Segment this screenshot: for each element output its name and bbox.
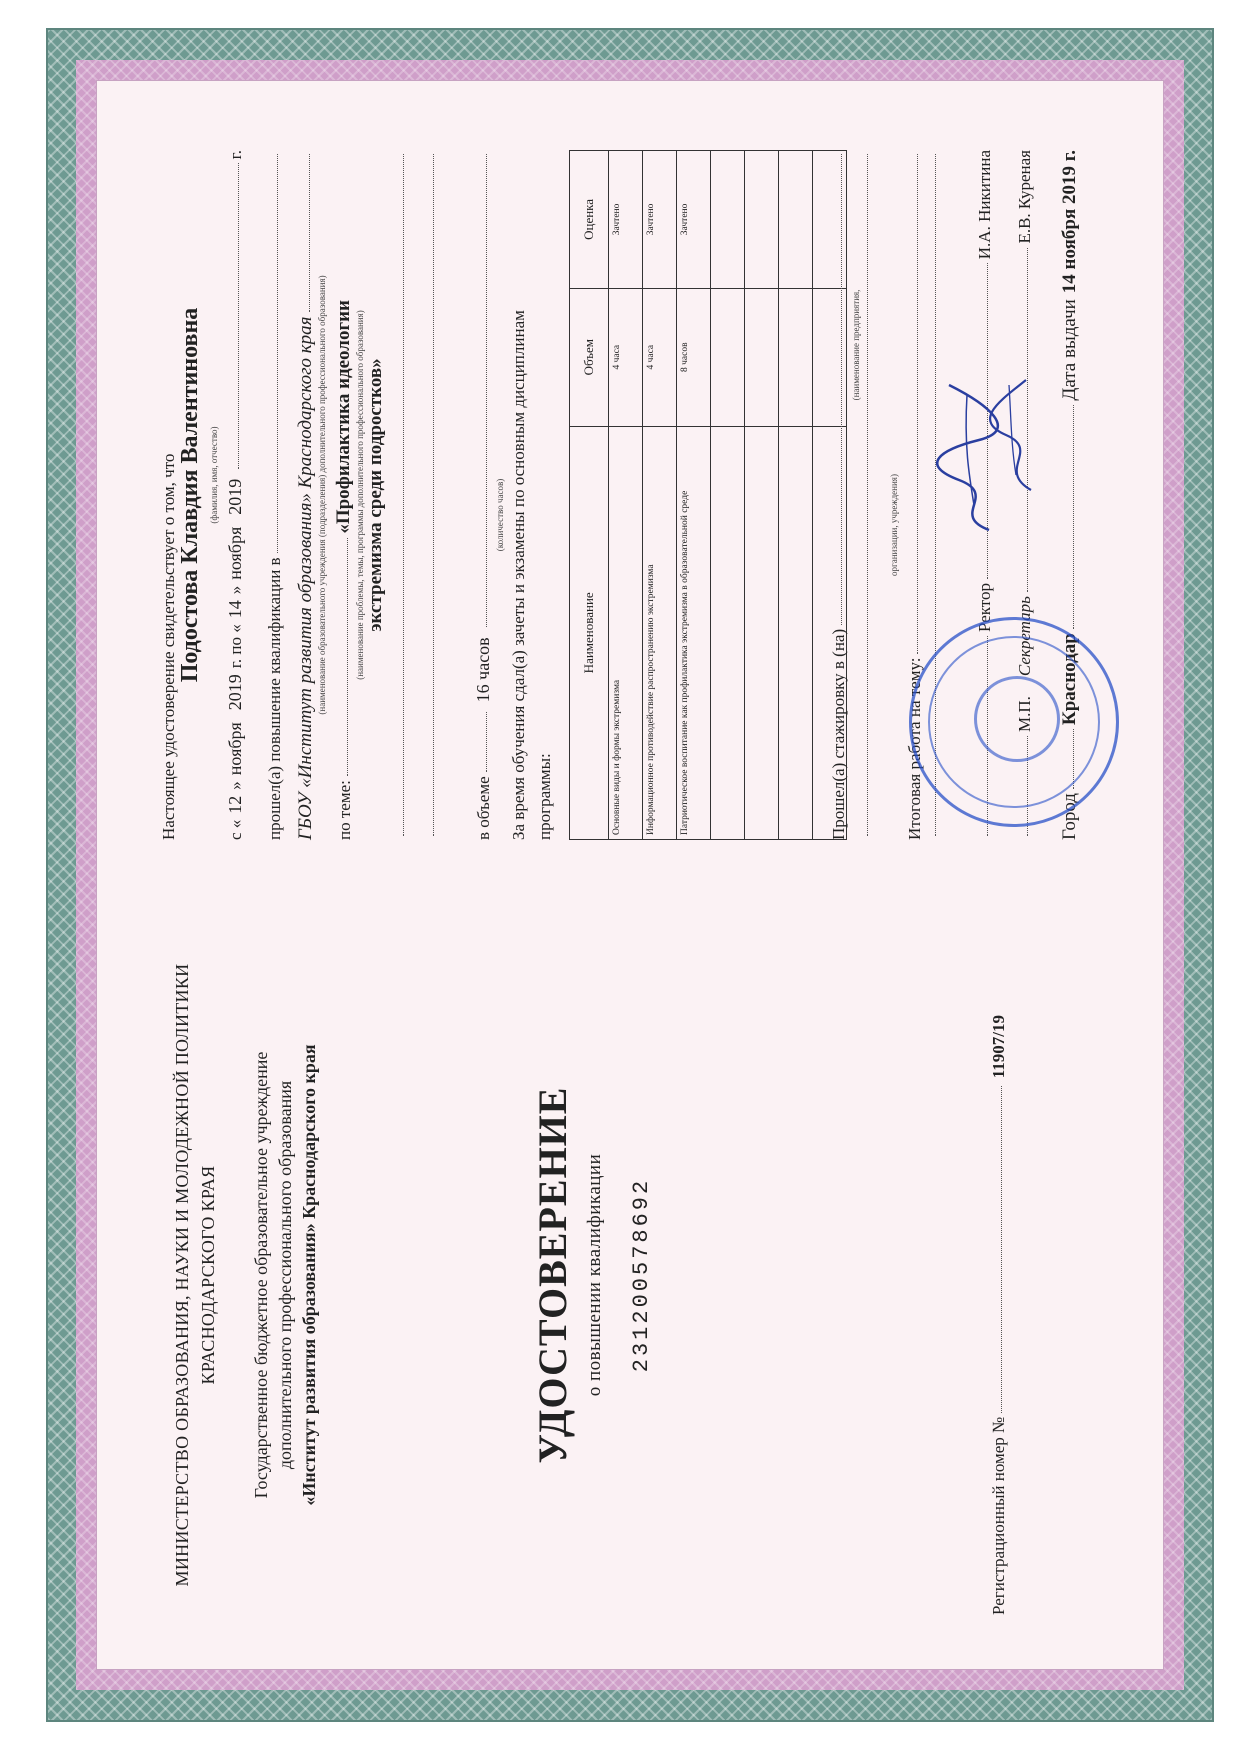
institution-line (295, 150, 317, 840)
certificate-sheet (46, 28, 1214, 1722)
school-line-1: Государственное бюджетное образовательное учреждение (251, 1051, 271, 1499)
city-label: Город (1059, 793, 1080, 840)
ministry-header (169, 935, 221, 1615)
dotted-line (1073, 405, 1074, 630)
dotted-line (433, 154, 434, 836)
program-label: программы: (535, 753, 554, 840)
table-row (711, 151, 745, 840)
dotted-line (238, 163, 239, 468)
empty-cell (711, 426, 745, 839)
discipline-volume: 8 часов (677, 288, 711, 426)
ministry-line-2: КРАСНОДАРСКОГО КРАЯ (198, 1165, 218, 1385)
right-page (129, 75, 1131, 875)
empty-cell (745, 288, 779, 426)
to-month: ноября (225, 526, 245, 580)
empty-cell (745, 151, 779, 289)
table-row (745, 151, 779, 840)
dotted-line (486, 712, 487, 772)
empty-cell (711, 151, 745, 289)
document-subtitle: о повышении квалификации (584, 1153, 605, 1397)
registration-label: Регистрационный номер № (989, 1416, 1008, 1615)
dotted-line (989, 1086, 1002, 1412)
holder-name: Подостова Клавдия Валентиновна (177, 307, 203, 683)
table-row (643, 151, 677, 840)
school-line-2: дополнительного профессионального образования (275, 1080, 295, 1470)
city-value: Краснодар (1059, 633, 1080, 726)
discipline-grade: Зачтено (609, 151, 643, 289)
left-page (129, 875, 1131, 1675)
school-header (249, 935, 321, 1615)
discipline-volume: 4 часа (643, 288, 677, 426)
rector-label: Ректор (975, 582, 994, 632)
official-seal (909, 617, 1119, 827)
passed-text: прошел(а) повышение квалификации в (265, 557, 284, 840)
to-day: 14 (225, 600, 245, 619)
dotted-line (867, 154, 868, 836)
institution-name: ГБОУ «Институт развития образования» Краснодарского края (295, 316, 316, 840)
topic-label: по теме: (335, 780, 354, 840)
school-name: «Институт развития образования» Краснодарского края (299, 1044, 319, 1506)
from-year: 2019 (225, 674, 245, 711)
secretary-label: Секретарь (1015, 596, 1034, 677)
empty-cell (711, 288, 745, 426)
volume-value: 16 часов (473, 637, 493, 703)
year-abbrev: г. (226, 150, 245, 160)
dotted-line (917, 154, 918, 654)
dotted-line (486, 154, 487, 627)
table-row (779, 151, 813, 840)
secretary-signature (981, 375, 1051, 495)
to-label: г. по « (226, 624, 245, 669)
discipline-name: Патриотическое воспитание как профилактика экстремизма в образовательной среде (677, 426, 711, 839)
from-day: 12 (225, 795, 245, 814)
empty-cell (779, 288, 813, 426)
discipline-name: Информационное противодействие распространению экстремизма (643, 426, 677, 839)
discipline-name: Основные виды и формы экстремизма (609, 426, 643, 839)
name-line (177, 150, 204, 840)
from-month: ноября (225, 722, 245, 776)
internship-hint: (наименование предприятия, (851, 289, 861, 401)
empty-cell (779, 426, 813, 839)
table-header-row (570, 151, 609, 840)
col-header-name: Наименование (570, 426, 609, 839)
topic-line (333, 150, 355, 840)
to-year: 2019 (225, 478, 245, 515)
issue-date: 14 ноября 2019 г. (1059, 150, 1080, 294)
intro-text: Настоящее удостоверение свидетельствует о том, что (159, 453, 178, 840)
thesis-label: Итоговая работа на тему: (905, 657, 924, 840)
volume-line (473, 150, 494, 840)
discipline-volume: 4 часа (609, 288, 643, 426)
certificate-number: 231200578692 (629, 1177, 654, 1373)
passed-line (265, 150, 285, 840)
internship-text: Прошел(а) стажировку в (на) (829, 628, 848, 840)
discipline-grade: Зачтено (643, 151, 677, 289)
from-label: с « (226, 819, 245, 840)
blank-line-1 (403, 150, 411, 840)
issue-label: Дата выдачи (1059, 299, 1080, 401)
institution-hint: (наименование образовательного учреждения (подразделения) дополнительного профессионального образования) (317, 275, 327, 715)
blank-line-2 (433, 150, 441, 840)
volume-label: в объеме (474, 776, 493, 840)
table-row (609, 151, 643, 840)
volume-hint: (количество часов) (495, 478, 505, 552)
col-header-volume: Объем (570, 288, 609, 426)
topic-continuation (365, 150, 387, 840)
exams-line (509, 150, 529, 840)
topic-line-1: «Профилактика идеологии (333, 300, 354, 534)
registration-number (989, 1015, 1009, 1615)
rotated-document (129, 75, 1131, 1675)
dotted-line (403, 154, 404, 836)
internship-continuation (867, 150, 875, 840)
document-title: УДОСТОВЕРЕНИЕ (530, 1086, 575, 1464)
dotted-line (347, 538, 348, 776)
name-hint: (фамилия, имя, отчество) (209, 426, 219, 524)
program-line (535, 150, 555, 840)
internship-line (829, 150, 849, 840)
rector-name: И.А. Никитина (975, 150, 994, 260)
discipline-grade: Зачтено (677, 151, 711, 289)
dotted-line (309, 154, 310, 313)
col-header-grade: Оценка (570, 151, 609, 289)
empty-cell (779, 151, 813, 289)
ministry-line-1: МИНИСТЕРСТВО ОБРАЗОВАНИЯ, НАУКИ И МОЛОДЕЖНОЙ ПОЛИТИКИ (172, 963, 192, 1587)
secretary-name: Е.В. Куреная (1015, 150, 1034, 244)
topic-hint: (наименование проблемы, темы, программы дополнительного профессионального образования) (355, 310, 365, 680)
dotted-line (277, 154, 278, 553)
dates-line: с « 12 » ноября 2019 г. по « 14 » ноября 2019 г. (225, 150, 245, 840)
dotted-line (841, 154, 842, 625)
stamp-mark: М.П. (1015, 696, 1034, 732)
certificate-field (96, 80, 1164, 1670)
intro-line (159, 150, 179, 840)
table-row (677, 151, 711, 840)
internship-hint-2: организации, учреждения) (889, 474, 899, 576)
empty-cell (745, 426, 779, 839)
seal-emblem (974, 676, 1060, 762)
topic-line-2: экстремизма среди подростков» (365, 358, 386, 632)
exams-text: За время обучения сдал(а) зачеты и экзамены по основным дисциплинам (509, 310, 528, 840)
registration-value: 11907/19 (989, 1015, 1008, 1079)
disciplines-table (569, 150, 847, 840)
